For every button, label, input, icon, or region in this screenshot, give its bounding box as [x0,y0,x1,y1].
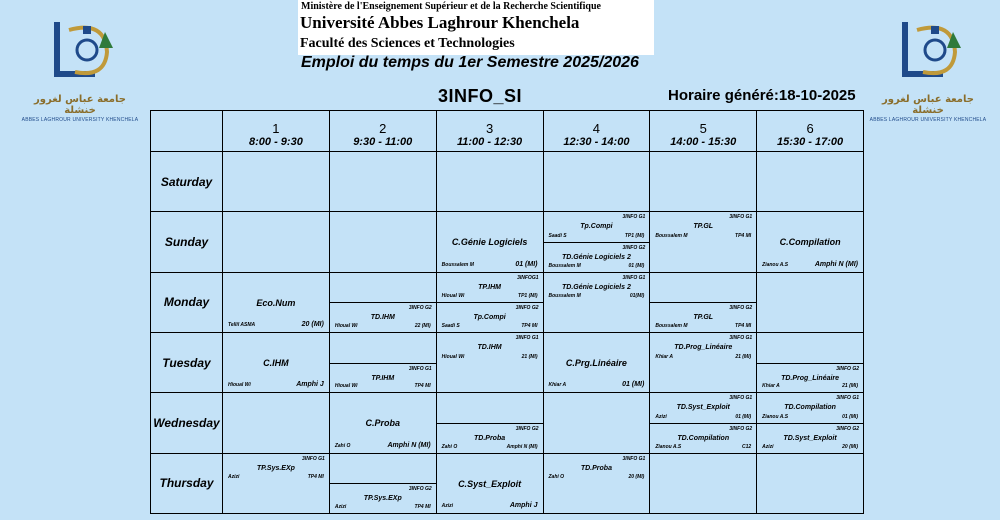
session-teacher: Azizi [762,443,774,450]
day-label: Monday [151,273,222,332]
timetable-cell [544,212,650,271]
university-logo-right [868,12,988,127]
session-title: TD.IHM [370,314,395,322]
session-group: 3INFO G2 [729,425,753,432]
session-title: TD.IHM [477,343,502,351]
session-teacher: Boussalem M [441,261,474,268]
session-room: TP4 MI [735,322,752,329]
timetable-cell [544,393,650,452]
session-block[interactable] [223,333,329,392]
timetable-cell [330,273,436,332]
session-room: TP4 MI [735,232,752,239]
session-title: TD.Compilation [784,404,836,412]
session-teacher: Tellil ASMA [228,321,256,328]
session-block[interactable] [650,393,756,423]
university-emblem-icon [883,12,973,92]
session-title: TD.Prog_Linéaire [674,343,733,351]
session-teacher: Zahi O [548,474,565,481]
timetable-cell [650,152,756,211]
session-room: Amphi N (MI) [814,260,858,268]
timetable-cell [330,333,436,392]
session-teacher: Boussalem M [548,262,581,269]
timetable-cell [437,152,543,211]
session-title: C.Compilation [779,237,841,248]
timetable-cell [330,152,436,211]
session-block[interactable] [544,333,650,392]
session-room: TP1 (MI) [518,293,538,300]
session-room: TP4 MI [414,383,431,390]
session-group: 3INFO G2 [836,365,859,372]
timetable-grid [150,110,864,514]
grid-corner [151,111,222,151]
timetable-cell [757,333,863,392]
timetable-cell [757,273,863,332]
session-block[interactable] [544,212,650,242]
session-room: 01 (MI) [842,413,858,420]
timetable-cell [437,273,543,332]
session-block[interactable] [544,273,650,303]
timetable-cell [650,273,756,332]
timetable-cell [544,333,650,392]
session-group: 3INFO G2 [622,244,646,251]
timetable-cell [437,393,543,452]
session-teacher: Khiar A [548,382,567,389]
session-teacher: Hioual Wi [334,383,358,390]
session-group: 3INFO G1 [408,365,432,372]
session-block[interactable] [223,273,329,332]
session-block[interactable] [437,212,543,271]
session-block[interactable] [757,212,863,271]
slot-header [330,111,436,151]
session-block[interactable] [330,302,436,332]
slot-time: 8:00 - 9:30 [249,136,303,148]
session-room: 21 (MI) [842,383,858,390]
session-block[interactable] [330,363,436,393]
session-group: 3INFO G1 [622,455,646,462]
session-group: 3INFO G1 [729,334,753,341]
slot-time: 15:30 - 17:00 [777,136,844,148]
faculty-line: Faculté des Sciences et Technologies [300,36,515,51]
slot-header [223,111,329,151]
slot-time: 14:00 - 15:30 [670,136,737,148]
session-title: TD.Syst_Exploit [676,404,730,412]
session-block[interactable] [437,333,543,363]
session-teacher: Zahi O [334,442,351,449]
university-emblem-icon [35,12,125,92]
session-room: 01 (MI) [735,413,752,420]
session-title: C.Syst_Exploit [458,478,522,489]
university-logo-left [20,12,140,127]
timetable-cell [757,152,863,211]
session-teacher: Hioual Wi [441,353,465,360]
timetable-cell [330,212,436,271]
slot-header [544,111,650,151]
session-group: 3INFO G1 [622,274,646,281]
session-block[interactable] [437,273,543,303]
session-block[interactable] [757,393,863,423]
slot-time: 12:30 - 14:00 [563,136,630,148]
session-room: 22 (MI) [414,322,431,329]
session-room: 21 (MI) [521,353,538,360]
timetable-cell [757,393,863,452]
session-room: 01 (MI) [628,262,645,269]
slot-number: 2 [379,121,387,136]
slot-time: 11:00 - 12:30 [456,136,523,148]
session-teacher: Azizi [655,413,667,420]
session-block[interactable] [330,483,436,513]
session-room: Amphi N (MI) [387,441,431,449]
session-room: C12 [741,443,752,450]
timetable-cell [650,454,756,513]
session-title: TP.Sys.EXp [256,464,295,472]
session-room: TP1 (MI) [624,232,645,239]
session-room: Amphi J [509,501,538,509]
session-teacher: Khiar A [762,383,780,390]
timetable-cell [223,393,329,452]
slot-number: 6 [806,121,814,136]
logo-arabic-text: جامعة عباس لغرور خنشلة [34,94,126,116]
day-label: Tuesday [151,333,222,392]
session-room: 01 (MI) [515,260,538,268]
session-group: 3INFO G1 [836,395,859,402]
session-title: TD.Compilation [677,434,730,442]
timetable-cell [650,212,756,271]
session-group: 3INFO G2 [408,305,432,312]
session-room: 01(MI) [629,293,645,300]
schedule-title: Emploi du temps du 1er Semestre 2025/2026 [301,54,639,71]
session-teacher: Azizi [334,503,347,510]
session-teacher: Zianou A.S [655,443,682,450]
slot-time: 9:30 - 11:00 [353,136,413,148]
session-block[interactable] [437,454,543,513]
session-teacher: Zianou A.S [762,413,789,420]
slot-header [757,111,863,151]
slot-header [650,111,756,151]
session-block[interactable] [650,212,756,242]
timetable-cell [437,333,543,392]
session-room: TP4 MI [414,503,431,510]
slot-header [437,111,543,151]
logo-latin-text: ABBES LAGHROUR UNIVERSITY KHENCHELA [869,117,987,123]
session-title: TD.Génie Logiciels 2 [561,253,631,261]
slot-number: 4 [592,121,601,136]
session-block[interactable] [757,423,863,453]
timetable-cell [650,333,756,392]
session-teacher: Zianou A.S [762,261,789,268]
session-title: TD.Prog_Linéaire [781,374,840,382]
session-group: 3INFO G2 [515,425,539,432]
timetable-cell [650,393,756,452]
generated-date: Horaire généré:18-10-2025 [668,87,856,104]
session-block[interactable] [544,242,650,272]
session-room: 21 (MI) [735,353,752,360]
class-name: 3INFO_SI [438,86,523,106]
session-title: C.Proba [365,418,400,429]
timetable-cell [437,212,543,271]
session-room: TP4 MI [521,322,538,329]
session-title: C.IHM [263,357,289,368]
session-group: 3INFO G2 [408,486,432,493]
session-teacher: Khiar A [655,353,673,360]
session-group: 3INFO G2 [515,305,539,312]
session-title: Tp.Compi [473,314,506,322]
session-title: TD.Proba [580,464,612,472]
session-title: TD.Proba [474,434,506,442]
timetable-cell [544,152,650,211]
day-label: Saturday [151,152,222,211]
session-room: Amphi J [296,381,324,389]
timetable-cell [330,454,436,513]
timetable-cell [437,454,543,513]
session-block[interactable] [223,454,329,484]
ministry-line: Ministère de l'Enseignement Supérieur et de la Recherche Scientifique [301,1,601,12]
timetable-cell [757,212,863,271]
session-room: 01 (MI) [622,381,645,389]
session-room: 20 (MI) [842,443,858,450]
session-room: 20 (MI) [628,474,645,481]
session-teacher: Zahi O [441,443,458,450]
session-teacher: Azizi [441,502,454,509]
slot-number: 1 [272,121,280,136]
session-title: TP.GL [693,314,714,322]
timetable-cell [223,333,329,392]
session-block[interactable] [437,302,543,332]
timetable-cell [330,393,436,452]
session-teacher: Hioual Wi [228,382,251,389]
session-title: C.Prg.Linéaire [565,357,627,368]
session-title: Eco.Num [256,297,296,308]
session-title: C.Génie Logiciels [451,237,528,248]
session-room: Amphi N (MI) [506,443,538,450]
session-teacher: Boussalem M [655,232,688,239]
session-teacher: Hioual Wi [441,293,465,300]
session-block[interactable] [437,423,543,453]
session-group: 3INFO G2 [729,305,753,312]
timetable-cell [223,454,329,513]
session-teacher: Saadi S [548,232,567,239]
session-teacher: Boussalem M [655,322,688,329]
session-group: 3INFO G1 [622,214,646,221]
day-label: Sunday [151,212,222,271]
logo-arabic-text: جامعة عباس لغرور خنشلة [882,94,974,116]
session-room: TP4 MI [307,474,324,481]
session-teacher: Azizi [228,474,240,481]
day-label: Wednesday [151,393,222,452]
session-block[interactable] [757,363,863,393]
timetable-cell [223,212,329,271]
timetable-cell [544,454,650,513]
session-title: TP.GL [693,223,714,231]
timetable-cell [223,152,329,211]
session-group: 3INFO G1 [729,214,753,221]
session-group: 3INFO G1 [515,334,539,341]
session-group: 3INFO G2 [836,425,859,432]
session-block[interactable] [650,423,756,453]
session-title: TD.Génie Logiciels 2 [561,283,631,291]
session-title: TD.Syst_Exploit [783,434,837,442]
university-line: Université Abbes Laghrour Khenchela [300,13,580,32]
session-block[interactable] [650,302,756,332]
session-block[interactable] [650,333,756,363]
session-block[interactable] [544,454,650,484]
timetable-cell [223,273,329,332]
session-group: 3INFOG1 [517,274,539,281]
logo-latin-text: ABBES LAGHROUR UNIVERSITY KHENCHELA [21,117,139,123]
session-teacher: Hioual Wi [334,322,358,329]
session-room: 20 (MI) [301,320,324,328]
timetable-cell [544,273,650,332]
session-title: TP.Sys.EXp [363,495,402,503]
slot-number: 5 [699,121,707,136]
session-title: TP.IHM [371,374,395,382]
slot-number: 3 [485,121,494,136]
timetable-cell [757,454,863,513]
session-group: 3INFO G1 [729,395,753,402]
day-label: Thursday [151,454,222,513]
session-teacher: Boussalem M [548,293,581,300]
session-teacher: Saadi S [441,322,460,329]
session-group: 3INFO G1 [302,455,325,462]
session-block[interactable] [330,393,436,452]
session-title: TP.IHM [478,283,501,291]
session-title: Tp.Compi [580,223,613,231]
